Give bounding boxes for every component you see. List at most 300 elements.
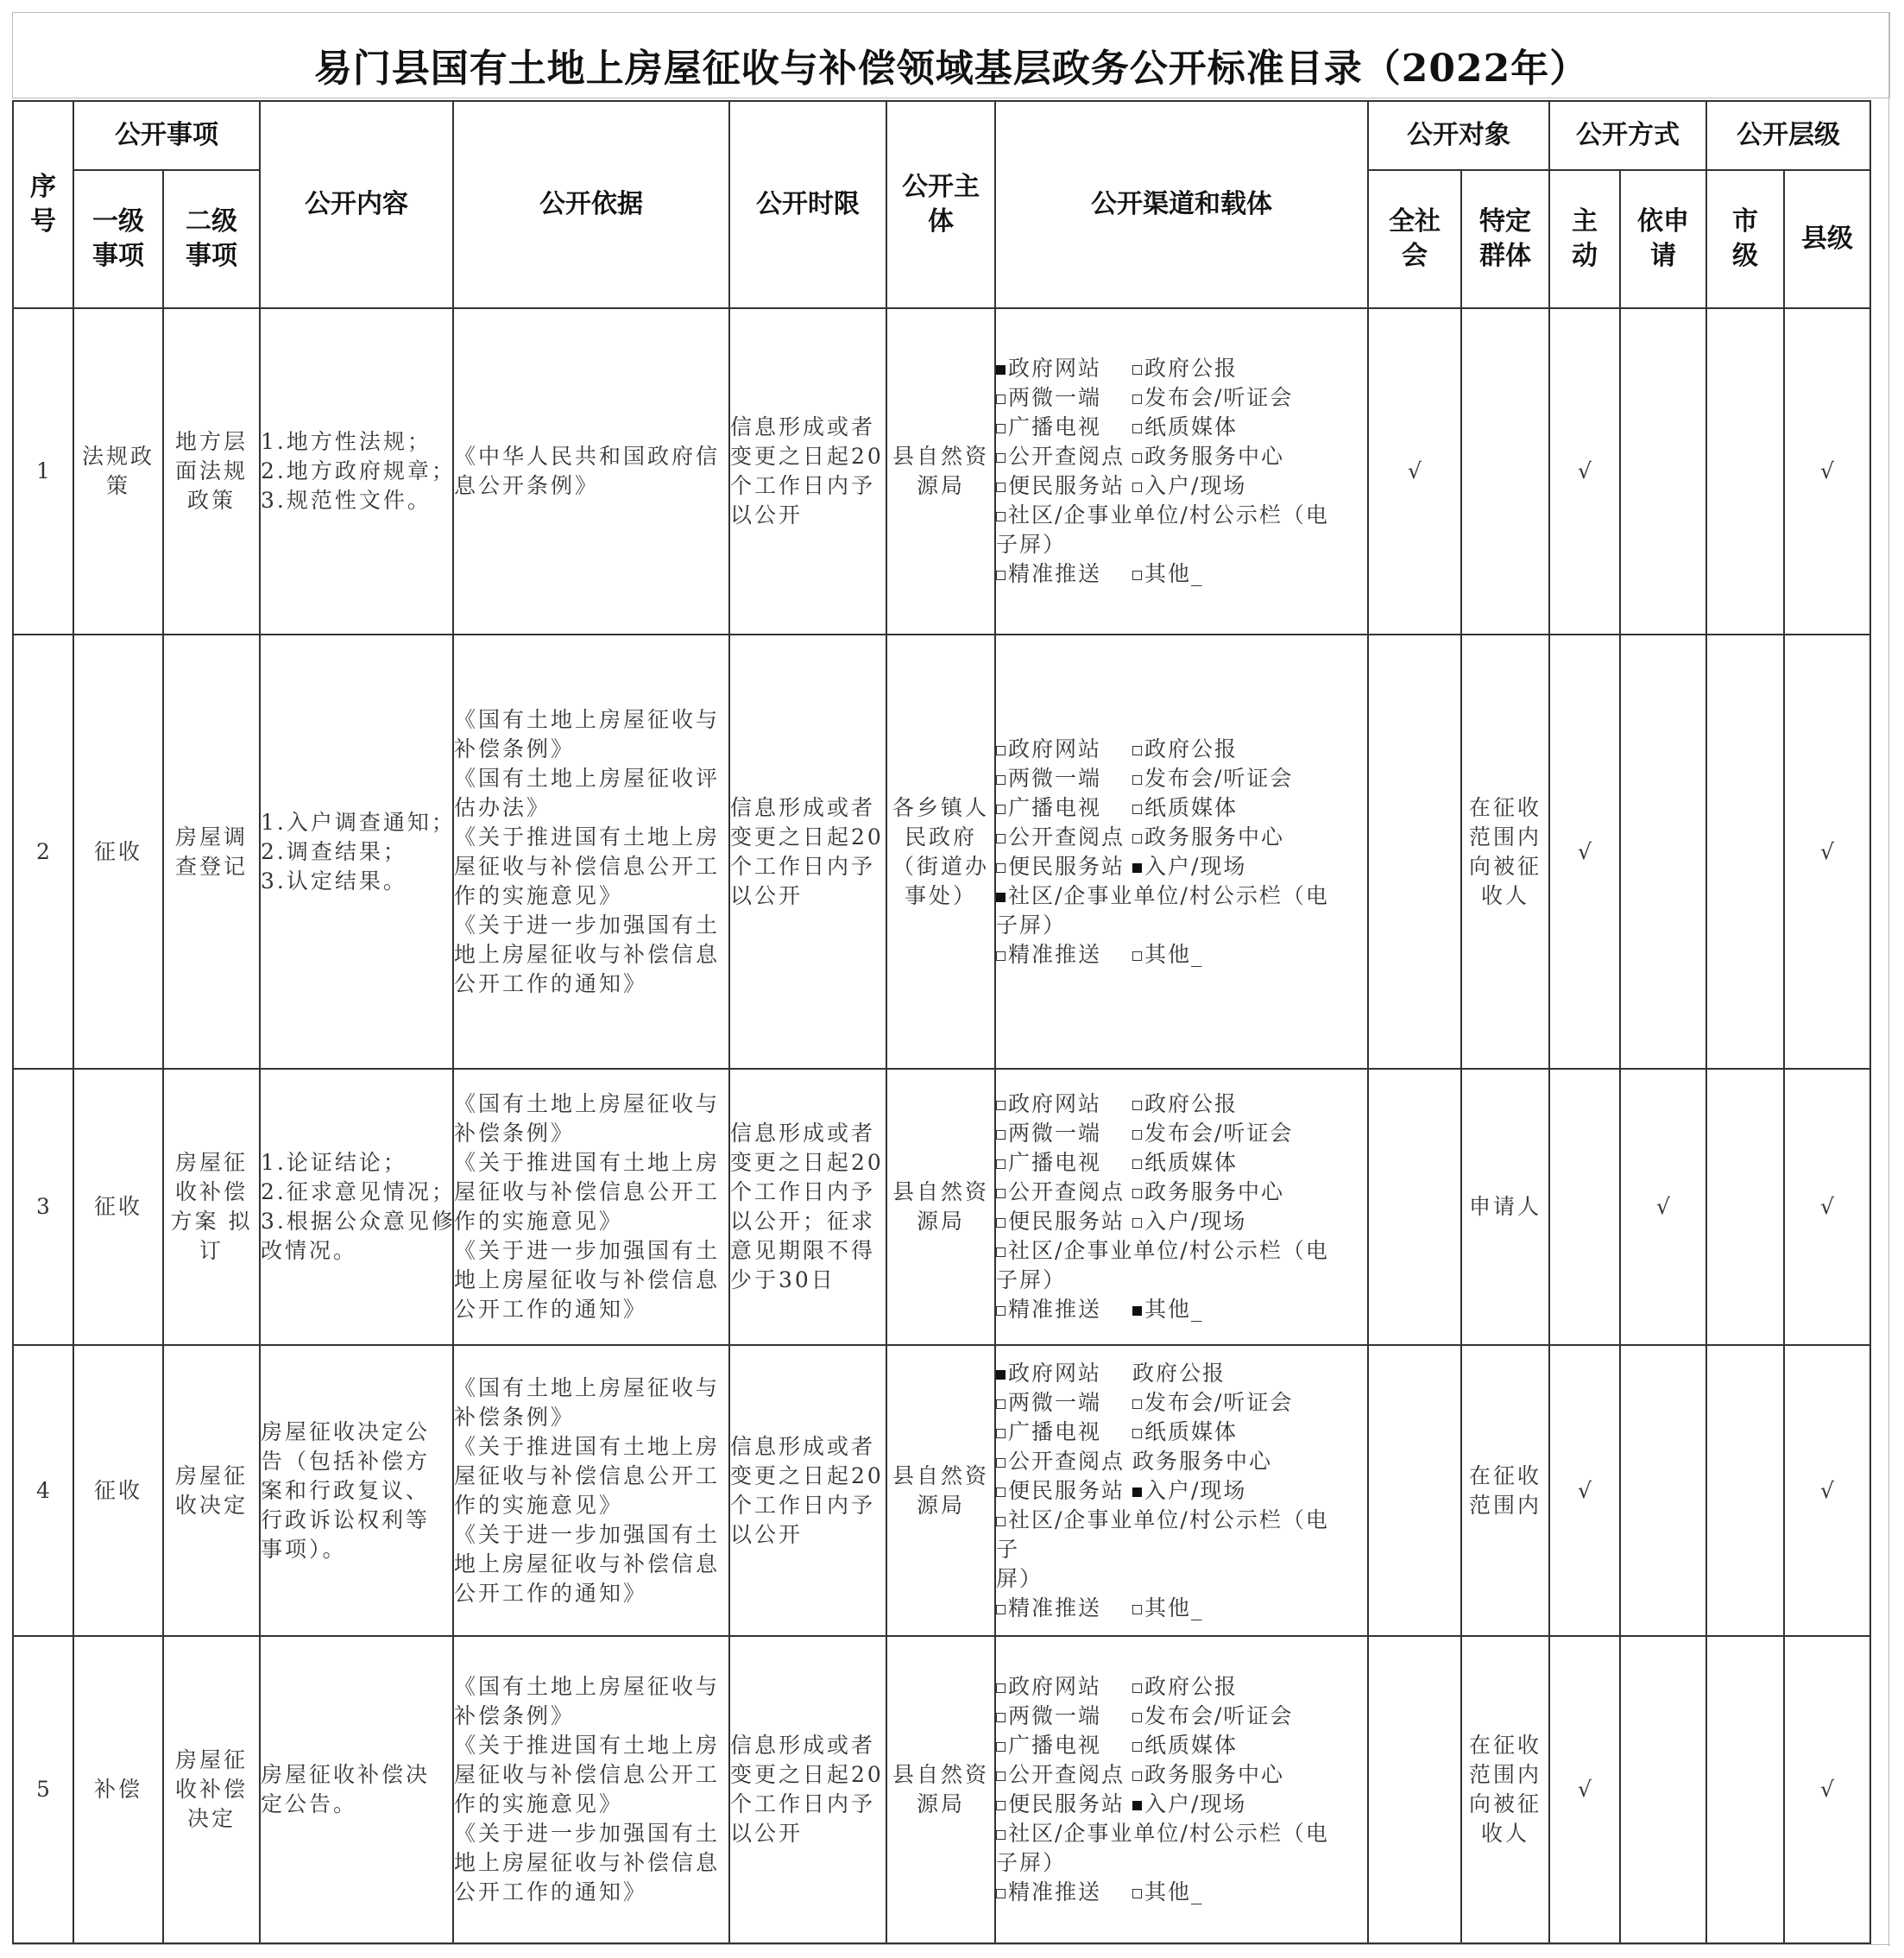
- text-line: 案和行政复议、: [261, 1477, 431, 1503]
- channel-option: [1132, 1594, 1204, 1623]
- text-line: 屋征收与补偿信息公开工: [454, 1462, 721, 1488]
- channel-label: 纸质媒体: [1144, 1733, 1239, 1758]
- channel-label: 社区/企事业单位/村公示栏（电: [1008, 1506, 1329, 1532]
- channel-option: [1132, 735, 1238, 764]
- channel-option: [1132, 1790, 1246, 1819]
- channel-line: [996, 1148, 1367, 1178]
- method-active-mark: √: [1549, 1345, 1620, 1636]
- target-group-cell: [1461, 1069, 1549, 1345]
- channel-label: 广播电视: [1008, 794, 1102, 820]
- empty-box-icon: [1132, 483, 1142, 492]
- method-apply-mark: [1620, 1345, 1706, 1636]
- text-line: 屋征收与补偿信息公开工: [454, 853, 721, 879]
- level-county-mark: √: [1784, 635, 1870, 1069]
- channel-option: [996, 1702, 1132, 1731]
- text-line: 行政诉讼权利等: [261, 1506, 431, 1532]
- text-line: 县自然资: [892, 1762, 989, 1787]
- channel-line: [996, 881, 1367, 911]
- level2-matter: [163, 1345, 260, 1636]
- row-number: 2: [13, 635, 73, 1069]
- text-line: 个工作日内予: [730, 1791, 876, 1816]
- channel-option: [1132, 764, 1293, 793]
- level1-matter: [73, 1345, 163, 1636]
- channel-label: 广播电视: [1008, 1733, 1102, 1758]
- method-active-mark: [1549, 1069, 1620, 1345]
- text-line: 3.认定结果。: [261, 868, 407, 894]
- header-content: 公开内容: [260, 101, 453, 308]
- channel-option: [1132, 471, 1246, 501]
- empty-box-icon: [996, 424, 1006, 433]
- catalog-table: [12, 100, 1871, 1944]
- text-line: 源局: [916, 1791, 965, 1816]
- empty-box-icon: [1132, 571, 1142, 580]
- channel-label: 两微一端: [1008, 1389, 1102, 1415]
- channel-label: 政府网站: [1008, 1674, 1102, 1699]
- channel-line: [996, 501, 1367, 530]
- empty-box-icon: [1132, 1429, 1142, 1438]
- checked-box-icon: [996, 365, 1006, 375]
- channel-option: [1132, 413, 1238, 442]
- channel-option: [996, 1672, 1132, 1702]
- text-line: 《关于推进国有土地上房: [454, 1433, 721, 1459]
- table-body: [13, 308, 1870, 1943]
- text-line: 2.地方政府规章；: [261, 458, 456, 483]
- channel-label: 纸质媒体: [1144, 794, 1239, 820]
- header-level: 公开层级: [1706, 101, 1870, 170]
- empty-box-icon: [996, 1247, 1006, 1257]
- basis-cell: [453, 1069, 729, 1345]
- channel-option: [1132, 1119, 1293, 1148]
- channel-option: [996, 1564, 1043, 1594]
- channel-option: [996, 1506, 1329, 1535]
- empty-box-icon: [996, 512, 1006, 521]
- channel-option: [996, 471, 1132, 501]
- channel-label: 发布会/听证会: [1144, 1389, 1294, 1415]
- text-line: 政策: [186, 488, 236, 513]
- method-active-mark: √: [1549, 308, 1620, 635]
- text-line: 《关于推进国有土地上房: [454, 1150, 721, 1175]
- text-line: 收补偿: [174, 1179, 248, 1204]
- empty-box-icon: [1132, 1889, 1142, 1898]
- basis-cell: [453, 308, 729, 635]
- empty-box-icon: [996, 483, 1006, 492]
- text-line: 《关于推进国有土地上房: [454, 824, 721, 850]
- level2-matter: [163, 1069, 260, 1345]
- text-line: 息公开条例》: [454, 473, 600, 498]
- channel-option: [996, 1848, 1066, 1878]
- channel-label: 政务服务中心: [1144, 1762, 1285, 1787]
- level-city-mark: [1706, 308, 1784, 635]
- method-active-mark: √: [1549, 1636, 1620, 1943]
- empty-box-icon: [996, 863, 1006, 873]
- empty-box-icon: [996, 1399, 1006, 1409]
- text-line: 信息形成或者: [730, 1121, 876, 1146]
- empty-box-icon: [996, 1306, 1006, 1316]
- header-level-county: 县级: [1784, 170, 1870, 308]
- channel-label: 政府网站: [1008, 1091, 1102, 1116]
- channel-label: 其他_: [1144, 561, 1204, 586]
- text-line: 作的实施意见》: [454, 1492, 624, 1518]
- channel-line: [996, 1266, 1367, 1295]
- text-line: 《国有土地上房屋征收与: [454, 1374, 721, 1400]
- level-county-mark: √: [1784, 1636, 1870, 1943]
- channel-label: 发布会/听证会: [1144, 765, 1294, 791]
- empty-box-icon: [996, 395, 1006, 404]
- method-active-mark: √: [1549, 635, 1620, 1069]
- channel-option: [996, 1594, 1132, 1623]
- channel-option: [1132, 442, 1284, 471]
- text-line: 信息形成或者: [730, 794, 876, 820]
- text-line: 范围内: [1468, 1492, 1541, 1518]
- subject-cell: [886, 1069, 995, 1345]
- text-line: 告（包括补偿方: [261, 1448, 431, 1474]
- channel-label: 纸质媒体: [1144, 1418, 1239, 1444]
- channel-label: 广播电视: [1008, 1150, 1102, 1175]
- target-group-cell: [1461, 1345, 1549, 1636]
- empty-box-icon: [996, 1801, 1006, 1810]
- channel-label: 子屏）: [996, 1850, 1067, 1875]
- empty-box-icon: [1132, 1713, 1142, 1722]
- text-line: 个工作日内予: [730, 1492, 876, 1518]
- text-line: 以公开；征求: [730, 1209, 876, 1234]
- empty-box-icon: [996, 1830, 1006, 1840]
- channel-option: [996, 881, 1329, 911]
- channel-label: 精准推送: [1008, 941, 1102, 967]
- channel-label: 入户/现场: [1144, 1477, 1247, 1503]
- empty-box-icon: [996, 805, 1006, 814]
- channel-label: 便民服务站: [1008, 1791, 1125, 1816]
- text-line: 在征收: [1468, 1733, 1541, 1758]
- text-line: 申请人: [1468, 1194, 1541, 1219]
- channel-cell: [995, 1069, 1368, 1345]
- text-line: 各乡镇人: [892, 794, 989, 820]
- empty-box-icon: [996, 1713, 1006, 1722]
- text-line: 以公开: [730, 1821, 804, 1846]
- header-matter: 公开事项: [73, 101, 260, 170]
- empty-box-icon: [996, 571, 1006, 580]
- channel-cell: [995, 635, 1368, 1069]
- level1-matter: [73, 308, 163, 635]
- channel-line: [996, 852, 1367, 881]
- level-city-mark: [1706, 1069, 1784, 1345]
- empty-box-icon: [996, 1889, 1006, 1898]
- empty-box-icon: [996, 1218, 1006, 1228]
- level2-matter: [163, 308, 260, 635]
- channel-label: 便民服务站: [1008, 1477, 1125, 1503]
- channel-line: [996, 1388, 1367, 1418]
- text-line: 方案 拟: [170, 1209, 253, 1234]
- channel-label: 其他_: [1144, 1595, 1204, 1620]
- row-number: 5: [13, 1636, 73, 1943]
- channel-label: 子: [996, 1536, 1020, 1562]
- channel-option: [1132, 354, 1238, 383]
- text-line: 房屋调: [174, 824, 248, 850]
- empty-box-icon: [1132, 1189, 1142, 1198]
- level1-matter: [73, 635, 163, 1069]
- text-line: 在征收: [1468, 794, 1541, 820]
- text-line: 少于30日: [730, 1267, 835, 1292]
- channel-label: 入户/现场: [1144, 1791, 1247, 1816]
- text-line: 征收: [93, 1477, 142, 1503]
- channel-label: 两微一端: [1008, 1121, 1102, 1146]
- channel-label: 政府公报: [1144, 736, 1239, 761]
- channel-label: 子屏）: [996, 1267, 1067, 1292]
- channel-option: [996, 559, 1132, 589]
- channel-line: [996, 1564, 1367, 1594]
- channel-option: [996, 1388, 1132, 1418]
- level-city-mark: [1706, 635, 1784, 1069]
- empty-box-icon: [1132, 834, 1142, 843]
- text-line: 征收: [93, 838, 142, 864]
- text-line: 地方层: [174, 429, 248, 454]
- channel-line: [996, 1236, 1367, 1266]
- channel-label: 子屏）: [996, 912, 1067, 938]
- channel-label: 便民服务站: [1008, 1209, 1125, 1234]
- channel-line: [996, 1359, 1367, 1388]
- text-line: 《关于进一步加强国有土: [454, 1238, 721, 1263]
- channel-label: 入户/现场: [1144, 473, 1247, 498]
- channel-option: [1132, 559, 1204, 589]
- method-apply-mark: [1620, 308, 1706, 635]
- target-all-mark: [1368, 1345, 1461, 1636]
- table-row: [13, 1069, 1870, 1345]
- channel-option: [996, 1207, 1132, 1236]
- empty-box-icon: [1132, 453, 1142, 463]
- channel-label: 发布会/听证会: [1144, 1703, 1294, 1728]
- channel-line: [996, 1594, 1367, 1623]
- header-level-city: 市 级: [1706, 170, 1784, 308]
- channel-line: [996, 793, 1367, 823]
- text-line: 变更之日起20: [730, 824, 884, 850]
- text-line: 变更之日起20: [730, 1762, 884, 1787]
- empty-box-icon: [996, 1101, 1006, 1110]
- channel-label: 精准推送: [1008, 1595, 1102, 1620]
- channel-label: 精准推送: [1008, 1297, 1102, 1322]
- text-line: 《国有土地上房屋征收与: [454, 706, 721, 732]
- text-line: 信息形成或者: [730, 1433, 876, 1459]
- channel-option: [996, 413, 1132, 442]
- header-method-active: 主 动: [1549, 170, 1620, 308]
- target-all-mark: [1368, 1069, 1461, 1345]
- channel-option: [1132, 823, 1284, 852]
- empty-box-icon: [996, 775, 1006, 785]
- text-line: 变更之日起20: [730, 444, 884, 469]
- channel-option: [996, 1535, 1019, 1564]
- page-title: 易门县国有土地上房屋征收与补偿领域基层政务公开标准目录（2022年）: [313, 47, 1589, 91]
- text-line: 变更之日起20: [730, 1150, 884, 1175]
- text-line: 《国有土地上房屋征收评: [454, 765, 721, 791]
- channel-option: [1132, 1878, 1204, 1907]
- channel-option: [996, 1266, 1066, 1295]
- channel-option: [1132, 1148, 1238, 1178]
- channel-label: 社区/企事业单位/村公示栏（电: [1008, 1821, 1329, 1846]
- channel-label: 广播电视: [1008, 1418, 1102, 1444]
- target-group-cell: [1461, 308, 1549, 635]
- channel-label: 纸质媒体: [1144, 1150, 1239, 1175]
- method-apply-mark: √: [1620, 1069, 1706, 1345]
- channel-label: 屏）: [996, 1565, 1043, 1591]
- channel-option: [1132, 1672, 1238, 1702]
- channel-line: [996, 1476, 1367, 1506]
- channel-label: 公开查阅点: [1008, 444, 1125, 469]
- header-target-all: 全社 会: [1368, 170, 1461, 308]
- channel-line: [996, 559, 1367, 589]
- text-line: 意见期限不得: [730, 1238, 876, 1263]
- channel-label: 两微一端: [1008, 385, 1102, 410]
- channel-line: [996, 1506, 1367, 1535]
- channel-label: 其他_: [1144, 941, 1204, 967]
- empty-box-icon: [996, 1159, 1006, 1169]
- text-line: 以公开: [730, 1521, 804, 1547]
- empty-box-icon: [1132, 1159, 1142, 1169]
- subject-cell: [886, 1345, 995, 1636]
- channel-line: [996, 1819, 1367, 1848]
- channel-option: [1132, 1295, 1204, 1324]
- channel-line: [996, 911, 1367, 940]
- channel-option: [1132, 1359, 1226, 1388]
- channel-option: [1132, 1388, 1293, 1418]
- channel-option: [996, 940, 1132, 970]
- empty-box-icon: [996, 1742, 1006, 1752]
- channel-option: [1132, 1418, 1238, 1447]
- text-line: 公开工作的通知》: [454, 1580, 648, 1606]
- text-line: 法规政: [81, 444, 154, 469]
- channel-option: [996, 852, 1132, 881]
- empty-box-icon: [1132, 365, 1142, 375]
- channel-line: [996, 1878, 1367, 1907]
- text-line: 个工作日内予: [730, 1179, 876, 1204]
- channel-option: [996, 793, 1132, 823]
- channel-option: [1132, 1447, 1272, 1476]
- channel-line: [996, 1418, 1367, 1447]
- header-channel: 公开渠道和载体: [995, 101, 1368, 308]
- channel-label: 政府网站: [1008, 736, 1102, 761]
- text-line: 补偿条例》: [454, 736, 576, 761]
- target-all-mark: [1368, 635, 1461, 1069]
- text-line: 面法规: [174, 458, 248, 483]
- channel-line: [996, 1535, 1367, 1564]
- channel-label: 广播电视: [1008, 414, 1102, 439]
- channel-option: [996, 1148, 1132, 1178]
- channel-option: [996, 823, 1132, 852]
- deadline-cell: [729, 1069, 886, 1345]
- channel-option: [996, 1731, 1132, 1760]
- empty-box-icon: [1132, 1742, 1142, 1752]
- page-border-bottom: [12, 1944, 1890, 1945]
- text-line: 房屋征: [174, 1462, 248, 1488]
- channel-label: 两微一端: [1008, 765, 1102, 791]
- text-line: 收人: [1480, 1821, 1529, 1846]
- channel-label: 子屏）: [996, 532, 1067, 557]
- channel-line: [996, 530, 1367, 559]
- channel-label: 发布会/听证会: [1144, 1121, 1294, 1146]
- header-basis: 公开依据: [453, 101, 729, 308]
- channel-option: [996, 442, 1132, 471]
- empty-box-icon: [996, 1458, 1006, 1468]
- empty-box-icon: [1132, 951, 1142, 961]
- channel-line: [996, 1090, 1367, 1119]
- content-cell: [260, 308, 456, 635]
- channel-option: [996, 1119, 1132, 1148]
- row-number: 4: [13, 1345, 73, 1636]
- channel-option: [1132, 1207, 1246, 1236]
- checked-box-icon: [996, 1370, 1006, 1380]
- text-line: 源局: [916, 473, 965, 498]
- target-all-mark: √: [1368, 308, 1461, 635]
- empty-box-icon: [1132, 1101, 1142, 1110]
- text-line: 源局: [916, 1209, 965, 1234]
- empty-box-icon: [1132, 805, 1142, 814]
- channel-option: [996, 1447, 1132, 1476]
- text-line: 《关于进一步加强国有土: [454, 1821, 721, 1846]
- text-line: 改情况。: [261, 1238, 358, 1263]
- empty-box-icon: [996, 1772, 1006, 1781]
- header-subject: 公开主 体: [886, 101, 995, 308]
- channel-option: [996, 1760, 1132, 1790]
- text-line: 变更之日起20: [730, 1462, 884, 1488]
- empty-box-icon: [1132, 395, 1142, 404]
- target-group-cell: [1461, 635, 1549, 1069]
- level-city-mark: [1706, 1636, 1784, 1943]
- checked-box-icon: [1132, 863, 1142, 873]
- text-line: 补偿条例》: [454, 1121, 576, 1146]
- channel-option: [996, 911, 1066, 940]
- empty-box-icon: [1132, 1605, 1142, 1614]
- text-line: 2.征求意见情况；: [261, 1179, 456, 1204]
- text-line: 民政府: [904, 824, 977, 850]
- channel-label: 政务服务中心: [1144, 1179, 1285, 1204]
- channel-line: [996, 471, 1367, 501]
- table-row: [13, 1636, 1870, 1943]
- channel-line: [996, 940, 1367, 970]
- text-line: 县自然资: [892, 1462, 989, 1488]
- text-line: 屋征收与补偿信息公开工: [454, 1762, 721, 1787]
- level-city-mark: [1706, 1345, 1784, 1636]
- content-cell: [260, 635, 456, 1069]
- text-line: 事处）: [904, 882, 977, 908]
- subject-cell: [886, 308, 995, 635]
- channel-cell: [995, 1636, 1368, 1943]
- channel-line: [996, 1207, 1367, 1236]
- text-line: 1.地方性法规；: [261, 429, 432, 454]
- text-line: 公开工作的通知》: [454, 1879, 648, 1904]
- level2-matter: [163, 635, 260, 1069]
- text-line: 以公开: [730, 882, 804, 908]
- text-line: 《国有土地上房屋征收与: [454, 1674, 721, 1699]
- channel-option: [996, 1790, 1132, 1819]
- text-line: 向被征: [1468, 853, 1541, 879]
- text-line: 作的实施意见》: [454, 882, 624, 908]
- channel-label: 入户/现场: [1144, 853, 1247, 879]
- table-row: [13, 308, 1870, 635]
- text-line: 收补偿: [174, 1777, 248, 1802]
- text-line: 作的实施意见》: [454, 1791, 624, 1816]
- text-line: 1.论证结论；: [261, 1150, 407, 1175]
- text-line: 《关于推进国有土地上房: [454, 1733, 721, 1758]
- channel-option: [1132, 1090, 1238, 1119]
- empty-box-icon: [1132, 424, 1142, 433]
- channel-line: [996, 1731, 1367, 1760]
- text-line: 地上房屋征收与补偿信息: [454, 1267, 721, 1292]
- text-line: 房屋征: [174, 1150, 248, 1175]
- text-line: 信息形成或者: [730, 414, 876, 439]
- channel-label: 其他_: [1144, 1879, 1204, 1904]
- text-line: 《国有土地上房屋征收与: [454, 1091, 721, 1116]
- channel-cell: [995, 1345, 1368, 1636]
- channel-label: 政务服务中心: [1144, 824, 1285, 850]
- channel-option: [1132, 1178, 1284, 1207]
- target-all-mark: [1368, 1636, 1461, 1943]
